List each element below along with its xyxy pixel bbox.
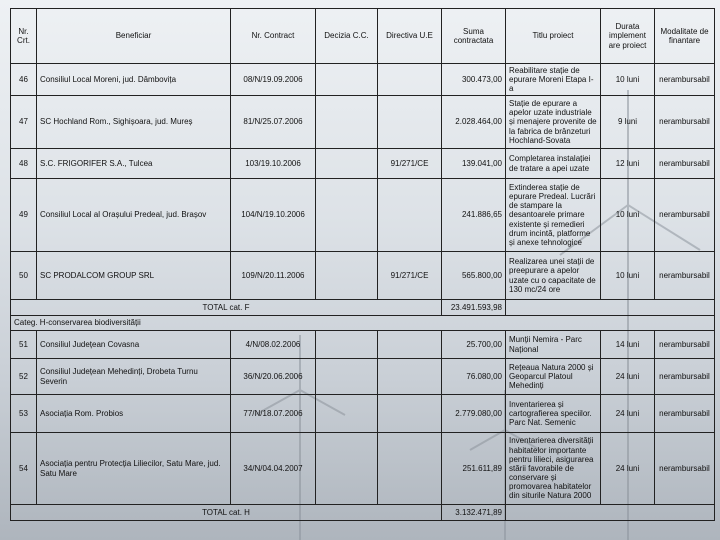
header-nr: Nr. Crt. — [11, 9, 37, 64]
cell-finantare: nerambursabil — [655, 331, 715, 359]
total-suma: 3.132.471,89 — [442, 505, 506, 521]
cell-beneficiar: Consiliul Județean Covasna — [37, 331, 231, 359]
table-row — [11, 433, 715, 505]
cell-decizia — [316, 331, 378, 359]
cell-contract: 103/19.10.2006 — [231, 149, 316, 179]
cell-nr: 51 — [11, 331, 37, 359]
cell-directiva — [378, 179, 442, 252]
cell-beneficiar: Consiliul Local Moreni, jud. Dâmbovița — [37, 64, 231, 96]
cell-suma: 251.611,89 — [442, 433, 506, 505]
header-finantare: Modalitate de finantare — [655, 9, 715, 64]
category-row — [11, 316, 715, 331]
cell-beneficiar: S.C. FRIGORIFER S.A., Tulcea — [37, 149, 231, 179]
cell-titlu: Reabilitare stație de epurare Moreni Etapa I-a — [506, 64, 601, 96]
cell-suma: 241.886,65 — [442, 179, 506, 252]
cell-nr: 54 — [11, 433, 37, 505]
cell-contract: 36/N/20.06.2006 — [231, 359, 316, 395]
cell-durata: 10 luni — [601, 179, 655, 252]
cell-suma: 2.028.464,00 — [442, 96, 506, 149]
total-suma: 23.491.593,98 — [442, 300, 506, 316]
cell-directiva — [378, 331, 442, 359]
cell-titlu: Completarea instalației de tratare a apei uzate — [506, 149, 601, 179]
cell-suma: 139.041,00 — [442, 149, 506, 179]
cell-contract: 104/N/19.10.2006 — [231, 179, 316, 252]
cell-contract: 109/N/20.11.2006 — [231, 252, 316, 300]
cell-durata: 10 luni — [601, 64, 655, 96]
table-row — [11, 252, 715, 300]
cell-nr: 46 — [11, 64, 37, 96]
cell-decizia — [316, 64, 378, 96]
cell-finantare: nerambursabil — [655, 433, 715, 505]
cell-titlu: Stație de epurare a apelor uzate industriale și menajere provenite de la fabrica de brânzeturi Hochland-Sovata — [506, 96, 601, 149]
header-directiva: Directiva U.E — [378, 9, 442, 64]
cell-contract: 77/N/18.07.2006 — [231, 395, 316, 433]
cell-titlu: Inventarierea diversității habitatelor importante pentru lilieci, asigurarea stării favorabile de conservare și promovarea habitatelor din siturile Natura 2000 — [506, 433, 601, 505]
total-label: TOTAL cat. H — [11, 505, 442, 521]
cell-titlu: Extinderea stație de epurare Predeal. Lucrări de stampare la desantoarele primare existente și remedieri drum incintă, platforme și anexe tehnologice — [506, 179, 601, 252]
cell-durata: 24 luni — [601, 359, 655, 395]
cell-titlu: Realizarea unei stații de preepurare a apelor uzate cu o capacitate de 130 mc/24 ore — [506, 252, 601, 300]
cell-titlu: Inventarierea și cartografierea speciilor. Parc Nat. Semenic — [506, 395, 601, 433]
table-header-row — [11, 9, 715, 64]
cell-finantare: nerambursabil — [655, 252, 715, 300]
table-row — [11, 331, 715, 359]
cell-suma: 2.779.080,00 — [442, 395, 506, 433]
total-empty — [506, 505, 715, 521]
cell-directiva: 91/271/CE — [378, 149, 442, 179]
table-row — [11, 64, 715, 96]
cell-beneficiar: SC PRODALCOM GROUP SRL — [37, 252, 231, 300]
cell-nr: 52 — [11, 359, 37, 395]
header-durata: Durata implement are proiect — [601, 9, 655, 64]
total-label: TOTAL cat. F — [11, 300, 442, 316]
cell-contract: 81/N/25.07.2006 — [231, 96, 316, 149]
cell-suma: 300.473,00 — [442, 64, 506, 96]
cell-decizia — [316, 96, 378, 149]
cell-decizia — [316, 359, 378, 395]
cell-contract: 08/N/19.09.2006 — [231, 64, 316, 96]
cell-titlu: Rețeaua Natura 2000 și Geoparcul Platoul Mehedinți — [506, 359, 601, 395]
category-label: Categ. H-conservarea biodiversității — [11, 316, 715, 331]
table-row — [11, 149, 715, 179]
cell-finantare: nerambursabil — [655, 149, 715, 179]
table-row — [11, 359, 715, 395]
cell-finantare: nerambursabil — [655, 395, 715, 433]
table-row — [11, 96, 715, 149]
cell-contract: 4/N/08.02.2006 — [231, 331, 316, 359]
cell-beneficiar: Asociația Rom. Probios — [37, 395, 231, 433]
cell-contract: 34/N/04.04.2007 — [231, 433, 316, 505]
cell-nr: 50 — [11, 252, 37, 300]
cell-suma: 76.080,00 — [442, 359, 506, 395]
cell-decizia — [316, 149, 378, 179]
cell-directiva — [378, 96, 442, 149]
cell-suma: 565.800,00 — [442, 252, 506, 300]
cell-finantare: nerambursabil — [655, 359, 715, 395]
cell-durata: 10 luni — [601, 252, 655, 300]
header-beneficiar: Beneficiar — [37, 9, 231, 64]
table-row — [11, 395, 715, 433]
cell-finantare: nerambursabil — [655, 96, 715, 149]
cell-directiva — [378, 64, 442, 96]
cell-directiva — [378, 433, 442, 505]
cell-durata: 9 luni — [601, 96, 655, 149]
total-row — [11, 505, 715, 521]
cell-directiva: 91/271/CE — [378, 252, 442, 300]
header-titlu: Titlu proiect — [506, 9, 601, 64]
cell-decizia — [316, 433, 378, 505]
cell-durata: 12 luni — [601, 149, 655, 179]
cell-beneficiar: Asociația pentru Protecția Liliecilor, Satu Mare, jud. Satu Mare — [37, 433, 231, 505]
table-row — [11, 179, 715, 252]
cell-nr: 48 — [11, 149, 37, 179]
cell-finantare: nerambursabil — [655, 179, 715, 252]
cell-durata: 14 luni — [601, 331, 655, 359]
cell-directiva — [378, 395, 442, 433]
cell-nr: 47 — [11, 96, 37, 149]
cell-decizia — [316, 395, 378, 433]
header-decizia: Decizia C.C. — [316, 9, 378, 64]
cell-beneficiar: Consiliul Județean Mehedinți, Drobeta Turnu Severin — [37, 359, 231, 395]
total-empty — [506, 300, 715, 316]
cell-suma: 25.700,00 — [442, 331, 506, 359]
cell-durata: 24 luni — [601, 395, 655, 433]
header-contract: Nr. Contract — [231, 9, 316, 64]
cell-durata: 24 luni — [601, 433, 655, 505]
projects-table — [10, 8, 715, 521]
cell-directiva — [378, 359, 442, 395]
cell-titlu: Munții Nemira - Parc Național — [506, 331, 601, 359]
cell-beneficiar: SC Hochland Rom., Sighișoara, jud. Mureș — [37, 96, 231, 149]
total-row — [11, 300, 715, 316]
cell-decizia — [316, 252, 378, 300]
header-suma: Suma contractata — [442, 9, 506, 64]
cell-nr: 49 — [11, 179, 37, 252]
cell-nr: 53 — [11, 395, 37, 433]
cell-beneficiar: Consiliul Local al Orașului Predeal, jud. Brașov — [37, 179, 231, 252]
cell-decizia — [316, 179, 378, 252]
cell-finantare: nerambursabil — [655, 64, 715, 96]
